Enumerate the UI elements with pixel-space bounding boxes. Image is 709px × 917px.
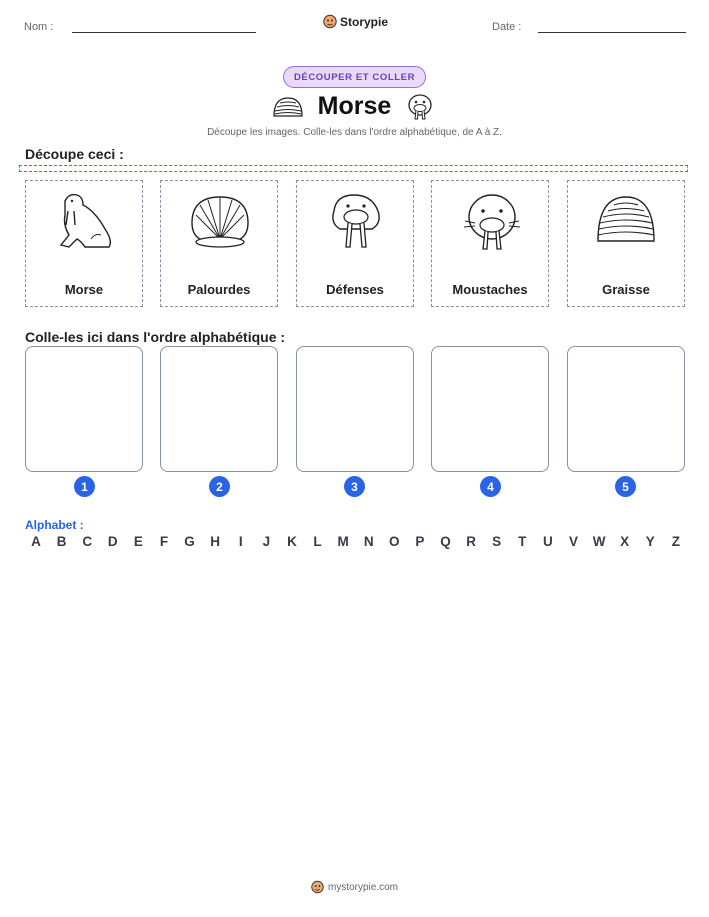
storypie-mascot-icon [323, 14, 337, 29]
alphabet-title: Alphabet : [25, 518, 84, 532]
paste-box-4[interactable] [431, 346, 549, 472]
cutout-card-moustaches[interactable] [431, 180, 549, 307]
paste-box-1[interactable] [25, 346, 143, 472]
alphabet-letter: A [31, 534, 41, 549]
paste-number-3: 3 [344, 476, 365, 497]
alphabet-letter: N [363, 534, 374, 549]
clam-icon [188, 191, 252, 249]
paste-section-title: Colle-les ici dans l'ordre alphabétique : [25, 329, 286, 345]
alphabet-letter: R [466, 534, 476, 549]
alphabet-letter: E [133, 534, 143, 549]
cut-section-title: Découpe ceci : [25, 146, 124, 162]
name-label: Nom : [24, 21, 54, 33]
storypie-mascot-icon [311, 880, 324, 894]
alphabet-letter: U [543, 534, 553, 549]
blubber-icon [594, 189, 658, 249]
alphabet-letter: D [107, 534, 118, 549]
cutout-card-graisse[interactable] [567, 180, 685, 307]
paste-box-2[interactable] [160, 346, 278, 472]
paste-number-1: 1 [74, 476, 95, 497]
alphabet-letter: Y [645, 534, 655, 549]
walrus-face-icon [461, 189, 523, 251]
alphabet-letter: V [568, 534, 578, 549]
cutout-card-palourdes[interactable] [160, 180, 278, 307]
brand-logo [323, 14, 388, 29]
alphabet-letter: J [262, 534, 271, 549]
alphabet-letter: Q [440, 534, 451, 549]
brand-name: Storypie [340, 14, 389, 29]
cut-line [19, 165, 688, 172]
alphabet-letter: F [159, 534, 169, 549]
walrus-body-icon [55, 189, 115, 251]
footer [0, 880, 709, 894]
paste-box-5[interactable] [567, 346, 685, 472]
paste-number-4: 4 [480, 476, 501, 497]
card-label: Moustaches [452, 282, 528, 297]
cutout-card-morse[interactable] [25, 180, 143, 307]
alphabet-letter: G [184, 534, 195, 549]
paste-number-5: 5 [615, 476, 636, 497]
card-label: Palourdes [187, 282, 251, 297]
alphabet-letter: T [518, 534, 527, 549]
date-label: Date : [492, 21, 522, 33]
alphabet-letter: W [592, 534, 606, 549]
date-line[interactable] [538, 32, 686, 33]
footer-url[interactable]: mystorypie.com [327, 881, 398, 893]
card-label: Graisse [602, 282, 650, 297]
card-label: Morse [64, 282, 104, 297]
cutout-card-defenses[interactable] [296, 180, 414, 307]
paste-number-2: 2 [209, 476, 230, 497]
alphabet-row [26, 534, 686, 549]
alphabet-letter: P [415, 534, 425, 549]
alphabet-letter: H [210, 534, 221, 549]
alphabet-letter: I [238, 534, 243, 549]
card-label: Défenses [326, 282, 384, 297]
alphabet-letter: C [82, 534, 93, 549]
alphabet-letter: O [389, 534, 400, 549]
walrus-head-icon [405, 93, 435, 121]
activity-badge: DÉCOUPER ET COLLER [283, 66, 426, 88]
alphabet-letter: S [492, 534, 502, 549]
walrus-tusks-icon [326, 189, 386, 251]
alphabet-letter: L [313, 534, 322, 549]
alphabet-letter: X [620, 534, 630, 549]
instructions: Découpe les images. Colle-les dans l'ordre alphabétique, de A à Z. [207, 127, 502, 138]
alphabet-letter: B [56, 534, 67, 549]
alphabet-letter: K [287, 534, 297, 549]
page-title: Morse [317, 92, 392, 120]
paste-box-3[interactable] [296, 346, 414, 472]
alphabet-letter: Z [671, 534, 680, 549]
alphabet-letter: M [337, 534, 349, 549]
name-line[interactable] [72, 32, 256, 33]
